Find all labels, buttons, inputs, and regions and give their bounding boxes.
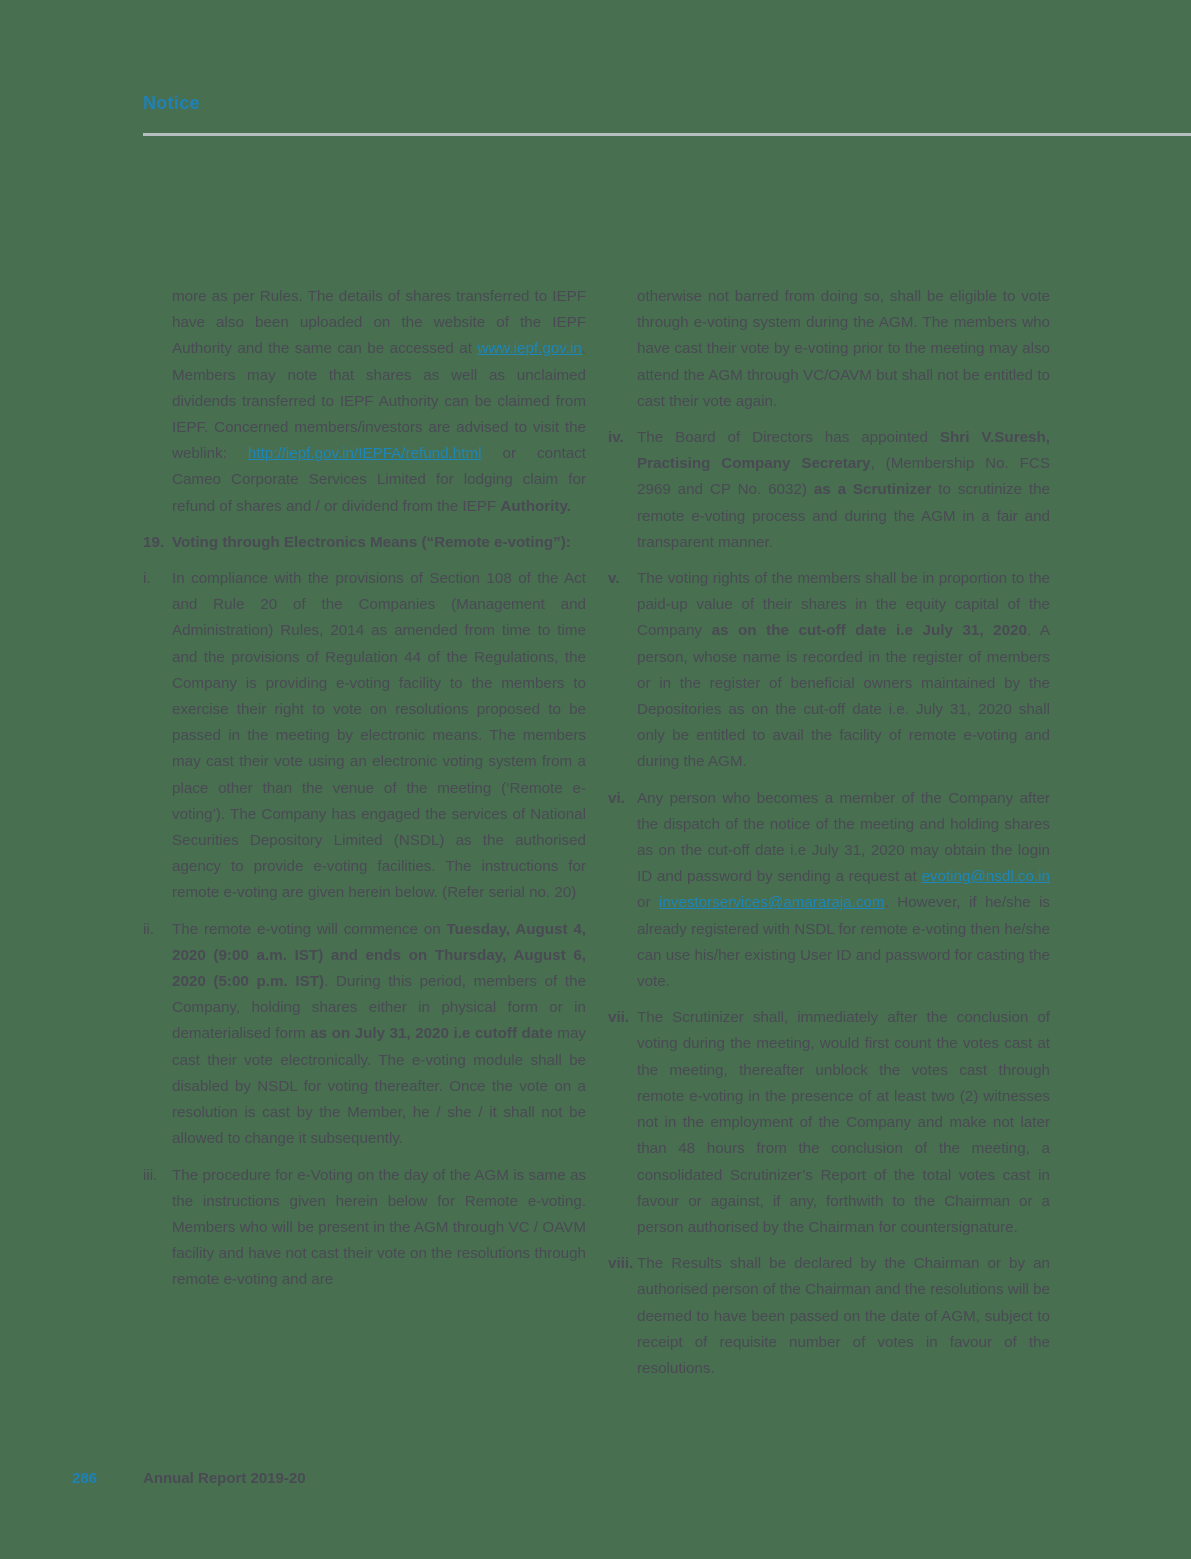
text-run: . Members may note that shares as well as unclaimed dividends transferred to IEPF Authority can be claimed from IEPF. Concerned members/investors are advised to visit the weblink: xyxy=(172,340,586,463)
text-run: In compliance with the provisions of Section 108 of the Act and Rule 20 of the Companies (Management and Administration) Rules, 2014 as amended from time to time and the provisions of Regulation 44 of the Regulations, the Company is providing e-voting facility to the members to exercise their right to vote on resolutions proposed to be passed in the meeting by electronic means. The members may cast their vote using an electronic voting system from a place other than the venue of the meeting (‘Remote e-voting’). The Company has engaged the services of National Securities Depository Limited (NSDL) as the authorised agency to provide e-voting facilities. The instructions for remote e-voting are given herein below. (Refer serial no. 20) xyxy=(172,570,586,902)
list-item-text xyxy=(637,425,1050,556)
text-run: more as per Rules. The details of shares transferred to IEPF have also been uploaded on the website of the IEPF Authority and the same can be accessed at xyxy=(172,288,586,358)
list-item xyxy=(608,425,1050,556)
list-item-marker: ii. xyxy=(143,920,154,938)
list-item xyxy=(143,917,586,1153)
list-item-marker xyxy=(608,284,637,415)
text-run: . However, if he/she is already registered with NSDL for remote e-voting then he/she can use his/her existing User ID and password for casting the vote. xyxy=(637,894,1050,991)
text-run: . During this period, members of the Company, holding shares either in physical form or in dematerialised form xyxy=(172,973,586,1043)
list-item-marker: i. xyxy=(143,570,151,588)
bold-text-run: Shri V.Suresh, Practising Company Secretary xyxy=(637,429,1050,473)
footer-page-number: 286 xyxy=(72,1470,98,1487)
list-item-text xyxy=(637,786,1050,996)
header-divider xyxy=(143,133,1191,136)
list-item-marker: 19. xyxy=(143,533,165,551)
text-run: The procedure for e-Voting on the day of the AGM is same as the instructions given herein below for Remote e-voting. Members who will be present in the AGM through VC / OAVM facility and have not cast their vote on the resolutions through remote e-voting and are xyxy=(172,1166,586,1289)
list-item xyxy=(608,1005,1050,1241)
text-run: The Results shall be declared by the Chairman or by an authorised person of the Chairman and the resolutions will be deemed to have been passed on the date of AGM, subject to receipt of requisite number of votes in favour of the resolutions. xyxy=(637,1255,1050,1377)
list-item-text xyxy=(172,566,586,907)
list-item-marker: vii. xyxy=(608,1009,630,1027)
text-run: The voting rights of the members shall be in proportion to the paid-up value of their shares in the equity capital of the Company xyxy=(637,570,1050,640)
inline-link[interactable]: http://iepf.gov.in/IEPFA/refund.html xyxy=(247,445,482,463)
inline-link[interactable]: evoting@nsdl.co.in xyxy=(921,868,1050,886)
bold-text-run: as on the cut-off date i.e July 31, 2020 xyxy=(711,622,1027,640)
text-run: or xyxy=(637,894,659,912)
list-item-text xyxy=(172,917,586,1153)
text-run: , (Membership No. FCS 2969 and CP No. 6032) xyxy=(637,455,1050,499)
bold-text-run: Voting through Electronics Means (“Remote e-voting”): xyxy=(172,533,571,551)
inline-link[interactable]: investorservices@amararaja.com xyxy=(658,894,885,912)
page-title: Notice xyxy=(143,93,200,113)
list-item-text xyxy=(637,566,1050,776)
list-item-marker: v. xyxy=(608,570,620,588)
list-item xyxy=(608,566,1050,776)
list-item-marker: vi. xyxy=(608,789,625,807)
list-item-marker: viii. xyxy=(608,1255,634,1273)
text-run: to scrutinize the remote e-voting process and during the AGM in a fair and transparent manner. xyxy=(637,481,1050,551)
list-item xyxy=(143,284,586,520)
list-item-text xyxy=(637,284,1050,415)
bold-text-run: as a Scrutinizer xyxy=(813,481,932,499)
list-item xyxy=(143,566,586,907)
list-item xyxy=(143,1163,586,1294)
bold-text-run: Tuesday, August 4, 2020 (9:00 a.m. IST) and ends on Thursday, August 6, 2020 (5:00 p.m. IST) xyxy=(172,920,586,991)
inline-link[interactable]: www.iepf.gov.in xyxy=(477,340,582,358)
text-run: otherwise not barred from doing so, shall be eligible to vote through e-voting system during the AGM. The members who have cast their vote by e-voting prior to the meeting may also attend the AGM through VC/OAVM but shall not be entitled to cast their vote again. xyxy=(637,288,1050,410)
text-run: The Board of Directors has appointed xyxy=(637,429,940,447)
text-run: Any person who becomes a member of the Company after the dispatch of the notice of the meeting and holding shares as on the cut-off date i.e July 31, 2020 may obtain the login ID and password by sending a request at xyxy=(637,789,1050,886)
list-item xyxy=(608,786,1050,996)
bold-text-run: Authority. xyxy=(500,497,571,515)
bold-text-run: as on July 31, 2020 i.e cutoff date xyxy=(310,1025,553,1043)
list-item-text xyxy=(172,530,586,556)
text-run: The remote e-voting will commence on xyxy=(172,920,447,938)
text-run: or contact Cameo Corporate Services Limited for lodging claim for refund of shares and / or dividend from the IEPF xyxy=(172,445,586,515)
list-item xyxy=(608,284,1050,415)
list-item-text xyxy=(172,284,586,520)
right-column xyxy=(608,284,1050,1392)
footer-report-name: Annual Report 2019-20 xyxy=(143,1470,306,1487)
list-item-marker xyxy=(143,284,172,520)
text-run: . A person, whose name is recorded in the register of members or in the register of beneficial owners maintained by the Depositories as on the cut-off date i.e. July 31, 2020 shall only be entitled to avail the facility of remote e-voting and during the AGM. xyxy=(637,622,1050,771)
list-item-marker: iv. xyxy=(608,429,624,447)
text-run: The Scrutinizer shall, immediately after the conclusion of voting during the meeting, would first count the votes cast at the meeting, thereafter unblock the votes cast through remote e-voting in the presence of at least two (2) witnesses not in the employment of the Company and make not later than 48 hours from the conclusion of the meeting, a consolidated Scrutinizer’s Report of the total votes cast in favour or against, if any, forthwith to the Chairman or a person authorised by the Chairman for countersignature. xyxy=(637,1009,1050,1236)
text-run: may cast their vote electronically. The e-voting module shall be disabled by NSDL for voting thereafter. Once the vote on a resolution is cast by the Member, he / she / it shall not be allowed to change it subsequently. xyxy=(172,1025,586,1148)
list-item-text xyxy=(172,1163,586,1294)
list-item-text xyxy=(637,1251,1050,1382)
list-item xyxy=(608,1251,1050,1382)
list-item-marker: iii. xyxy=(143,1166,158,1184)
left-column xyxy=(143,284,586,1304)
list-item-text xyxy=(637,1005,1050,1241)
list-item xyxy=(143,530,586,556)
